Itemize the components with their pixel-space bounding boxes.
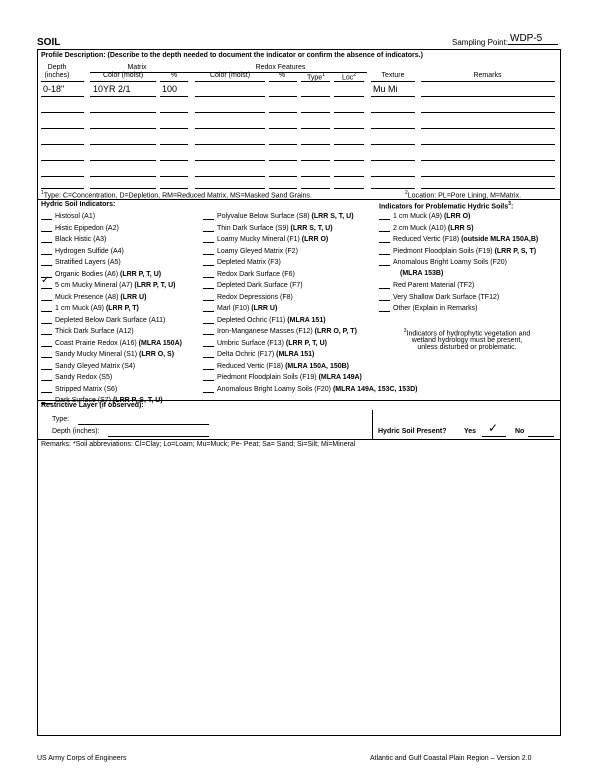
indicator-item: [379, 212, 470, 220]
indicator-item: [203, 212, 354, 220]
indicator-region: (MLRA 153B): [400, 269, 444, 277]
profile-cell-line: [371, 160, 415, 161]
profile-cell-line: [195, 160, 265, 161]
profile-cell-line: [334, 176, 364, 177]
indicator-label: Hydrogen Sulfide (A4): [55, 247, 124, 255]
indicator-checkbox[interactable]: [379, 247, 390, 255]
indicator-region: (LRR S, T, U): [311, 213, 354, 220]
hydrophytic-note: [382, 328, 552, 351]
profile-cell-line: [41, 144, 84, 145]
indicator-checkbox[interactable]: [203, 339, 214, 347]
indicator-item: [41, 247, 124, 255]
profile-cell-line: [371, 96, 415, 97]
indicator-checkbox[interactable]: [379, 235, 390, 243]
indicator-label: Stripped Matrix (S6): [55, 385, 118, 393]
footnote2-text: Location: PL=Pore Lining, M=Matrix.: [407, 192, 522, 200]
note-line3: unless disturbed or problematic.: [417, 344, 517, 352]
matrix-header: Matrix: [127, 64, 147, 71]
indicator-item: [379, 224, 474, 232]
indicator-label: Depleted Matrix (F3): [217, 259, 281, 266]
matrix-color-header: Color (moist): [102, 72, 144, 79]
profile-cell-line: [269, 144, 297, 145]
profile-cell-line: [334, 112, 364, 113]
profile-cell-line: [421, 160, 555, 161]
check-icon: ✓: [41, 275, 50, 286]
yes-label: Yes: [464, 428, 477, 435]
indicator-region: (MLRA 150A): [138, 339, 182, 347]
indicator-checkbox[interactable]: [41, 293, 52, 301]
profile-cell-line: [90, 112, 156, 113]
profile-cell-line: [160, 160, 188, 161]
indicator-checkbox[interactable]: [41, 258, 52, 266]
indicator-item: [41, 275, 176, 289]
profile-cell-line: [421, 112, 555, 113]
profile-heading-line: [41, 52, 423, 59]
footnote1-text: Type: C=Concentration, D=Depletion, RM=Reduced Matrix, MS=Masked Sand Grains.: [43, 192, 312, 200]
indicator-checkbox[interactable]: [41, 316, 52, 324]
profile-cell-line: [269, 176, 297, 177]
indicator-checkbox[interactable]: [41, 339, 52, 347]
indicator-checkbox[interactable]: [41, 362, 52, 370]
profile-cell-line: [301, 128, 330, 129]
indicator-item: [203, 258, 281, 266]
indicator-region: (LRR U): [120, 293, 147, 301]
row1-matrix-color[interactable]: 10YR 2/1: [93, 84, 131, 94]
profile-cell-line: [160, 188, 188, 189]
profile-cell-line: [371, 128, 415, 129]
profile-cell-line: [269, 128, 297, 129]
indicator-item: [41, 235, 106, 243]
indicator-label: Umbric Surface (F13): [217, 339, 286, 347]
profile-cell-line: [371, 112, 415, 113]
indicator-label: Dark Surface (S7): [55, 397, 113, 404]
indicator-checkbox[interactable]: [379, 224, 390, 232]
indicator-region: (LRR P, T): [105, 305, 139, 312]
matrix-pct-header: %: [170, 72, 178, 79]
note-line1-text: Indicators of hydrophytic vegetation and: [406, 330, 531, 338]
indicator-region: (LRR P, T, U): [285, 339, 327, 347]
indicator-region: (LRR O): [301, 236, 329, 243]
problematic-heading: Indicators for Problematic Hydric Soils$^3$:: [379, 201, 514, 211]
remarks-text: Remarks: *Soil abbreviations: Cl=Clay; Lo=Loam; Mu=Muck; Pe- Peat; Sa= Sand; Si=Silt; Mi=Mineral: [41, 441, 356, 448]
indicator-checkbox[interactable]: [379, 258, 390, 266]
indicator-region: (LRR P, T, U): [134, 282, 176, 289]
indicator-item: [41, 224, 119, 232]
redox-color-header: Color (moist): [209, 72, 251, 79]
profile-cell-line: [41, 176, 84, 177]
restrictive-depth-field[interactable]: [108, 436, 209, 437]
indicator-checkbox[interactable]: [203, 281, 214, 289]
indicator-region: (MLRA 151): [276, 351, 315, 358]
indicator-checkbox[interactable]: [41, 247, 52, 255]
problematic-sup: 3: [508, 201, 511, 207]
indicator-checkbox[interactable]: [203, 247, 214, 255]
type-header-text: Type: [307, 74, 323, 82]
profile-cell-line: [269, 160, 297, 161]
indicator-label: Thick Dark Surface (A12): [55, 328, 134, 335]
indicator-checkbox[interactable]: [203, 327, 214, 335]
depth-unit-header: (inches): [44, 72, 70, 79]
row1-texture[interactable]: Mu Mi: [373, 84, 398, 94]
indicator-label: 1 cm Muck (A9): [393, 213, 444, 220]
location-footnote: [405, 190, 521, 199]
indicator-checkbox[interactable]: [203, 224, 214, 232]
restrictive-heading: Restrictive Layer (if observed):: [41, 402, 144, 409]
indicator-label: Redox Dark Surface (F6): [217, 270, 295, 278]
indicator-checkbox[interactable]: [379, 293, 390, 301]
indicator-item: [41, 373, 112, 381]
profile-cell-line: [195, 176, 265, 177]
indicator-item: [203, 304, 277, 312]
indicator-label: Histic Epipedon (A2): [55, 224, 119, 232]
indicator-checkbox[interactable]: [41, 235, 52, 243]
profile-cell-line: [301, 112, 330, 113]
indicator-item: [203, 235, 328, 243]
indicator-item: [203, 270, 295, 278]
footnote2-sup: 2: [405, 190, 408, 196]
indicator-item: [203, 281, 303, 289]
loc-header: [334, 72, 364, 81]
indicator-checkbox[interactable]: [203, 258, 214, 266]
indicator-item: [203, 339, 327, 347]
indicator-label: Redox Depressions (F8): [217, 293, 293, 301]
indicator-checkbox[interactable]: [41, 212, 52, 220]
profile-cell-line: [421, 188, 555, 189]
restrictive-type-field[interactable]: [78, 424, 209, 425]
profile-cell-line: [334, 96, 364, 97]
indicator-item: [41, 316, 165, 324]
profile-cell-line: [195, 188, 265, 189]
indicator-checkbox[interactable]: [41, 275, 52, 289]
depth-header: Depth: [47, 64, 67, 71]
indicator-label: Depleted Ochric (F11): [217, 316, 288, 324]
indicator-label: Depleted Dark Surface (F7): [217, 282, 303, 289]
indicator-label: Coast Prairie Redox (A16): [55, 339, 139, 347]
profile-cell-line: [160, 144, 188, 145]
indicator-label: 5 cm Mucky Mineral (A7): [55, 282, 135, 289]
redox-header: Redox Features: [255, 64, 306, 71]
profile-cell-line: [90, 96, 156, 97]
indicator-label: Muck Presence (A8): [55, 293, 121, 301]
profile-cell-line: [301, 96, 330, 97]
profile-cell-line: [421, 96, 555, 97]
profile-cell-line: [334, 160, 364, 161]
profile-cell-line: [195, 112, 265, 113]
indicator-label: Other (Explain in Remarks): [393, 305, 478, 312]
indicator-checkbox[interactable]: [41, 373, 52, 381]
profile-cell-line: [160, 96, 188, 97]
indicator-checkbox[interactable]: [203, 293, 214, 301]
indicator-item: [41, 362, 135, 370]
indicator-item: [379, 247, 536, 255]
indicator-label: Delta Ochric (F17): [217, 351, 277, 358]
indicator-item: [41, 212, 95, 220]
hydric-indicators-heading: Hydric Soil Indicators:: [41, 201, 116, 208]
indicator-region: (MLRA 151): [287, 316, 326, 324]
profile-cell-line: [421, 144, 555, 145]
indicator-region: (LRR U): [251, 305, 278, 312]
footnote1-sup: 1: [41, 190, 44, 196]
indicator-label: Sandy Gleyed Matrix (S4): [55, 362, 136, 370]
indicator-checkbox[interactable]: [379, 304, 390, 312]
type-sup: 1: [322, 72, 325, 78]
indicator-label: Piedmont Floodplain Soils (F19): [393, 247, 495, 255]
profile-cell-line: [195, 96, 265, 97]
indicator-checkbox[interactable]: [203, 304, 214, 312]
indicator-label: Reduced Vertic (F18): [393, 236, 462, 243]
indicator-item: [41, 293, 146, 301]
profile-cell-line: [301, 144, 330, 145]
indicator-checkbox[interactable]: [203, 385, 214, 393]
profile-cell-line: [371, 144, 415, 145]
indicator-item: [203, 224, 333, 232]
indicator-checkbox[interactable]: [203, 350, 214, 358]
profile-cell-line: [269, 96, 297, 97]
indicator-label: Thin Dark Surface (S9): [217, 224, 291, 232]
indicator-item: [203, 247, 298, 255]
no-field[interactable]: [528, 436, 554, 437]
indicator-checkbox[interactable]: [379, 281, 390, 289]
yes-field[interactable]: [482, 436, 506, 437]
restrictive-depth-label: Depth (inches):: [52, 428, 100, 435]
indicator-item: [41, 327, 134, 335]
indicator-region: (MLRA 149A): [318, 374, 362, 381]
loc-sup: 2: [353, 72, 357, 78]
indicator-checkbox[interactable]: [41, 304, 52, 312]
indicator-label: Loamy Gleyed Matrix (F2): [217, 247, 298, 255]
profile-cell-line: [41, 128, 84, 129]
texture-header: Texture: [381, 72, 405, 79]
indicator-label: Depleted Below Dark Surface (A11): [55, 316, 166, 324]
indicator-checkbox[interactable]: [203, 270, 214, 278]
indicator-label: Reduced Vertic (F18): [217, 362, 286, 370]
indicator-label: 1 cm Muck (A9): [55, 305, 106, 312]
profile-cell-line: [334, 188, 364, 189]
indicator-region: (LRR O, P, T): [314, 328, 357, 335]
profile-cell-line: [90, 160, 156, 161]
indicator-item: [41, 270, 161, 278]
indicator-item: [379, 293, 499, 301]
indicator-checkbox[interactable]: [41, 350, 52, 358]
indicator-label: Marl (F10): [217, 305, 252, 312]
indicator-region: (MLRA 150A, 150B): [285, 362, 350, 370]
profile-cell-line: [90, 144, 156, 145]
remarks-header: Remarks: [473, 72, 502, 79]
indicator-item: [41, 304, 139, 312]
profile-cell-line: [90, 188, 156, 189]
indicator-item: [203, 327, 357, 335]
indicator-label: Sandy Mucky Mineral (S1): [55, 351, 140, 358]
footer-agency: US Army Corps of Engineers: [37, 755, 127, 762]
note-sup: 3: [403, 328, 407, 334]
restrictive-type-label: Type:: [52, 416, 70, 423]
yes-check-icon: ✓: [488, 421, 499, 435]
indicator-region: (LRR O): [443, 213, 471, 220]
indicator-item: [379, 258, 507, 266]
profile-heading: Profile Description:: [41, 52, 106, 59]
profile-cell-line: [41, 188, 84, 189]
indicator-item: [400, 270, 443, 277]
soil-form-frame: [37, 49, 561, 736]
indicator-region: (LRR P, S, T, U): [112, 397, 163, 404]
profile-cell-line: [160, 128, 188, 129]
profile-cell-line: [421, 128, 555, 129]
profile-cell-line: [90, 128, 156, 129]
indicator-checkbox[interactable]: [203, 373, 214, 381]
indicator-label: Red Parent Material (TF2): [393, 282, 475, 289]
profile-cell-line: [371, 176, 415, 177]
note-line2: wetland hydrology must be present,: [411, 337, 523, 345]
indicator-label: Loamy Mucky Mineral (F1): [217, 236, 302, 243]
indicator-item: [203, 350, 314, 358]
indicator-checkbox[interactable]: [41, 385, 52, 393]
indicator-label: Black Histic (A3): [55, 236, 107, 243]
profile-cell-line: [160, 176, 188, 177]
form-title: SOIL: [37, 37, 61, 48]
indicator-region: (outside MLRA 150A,B): [461, 236, 539, 243]
indicator-item: [203, 373, 362, 381]
type-header: [300, 72, 332, 81]
profile-cell-line: [301, 188, 330, 189]
indicator-item: [41, 339, 182, 347]
sampling-point-label: Sampling Point:: [452, 38, 509, 47]
footer-region: Atlantic and Gulf Coastal Plain Region – Version 2.0: [370, 755, 532, 762]
profile-cell-line: [90, 176, 156, 177]
indicator-region: (LRR P, T, U): [119, 270, 162, 278]
indicator-label: Histosol (A1): [55, 213, 96, 220]
indicator-item: [203, 316, 326, 324]
profile-cell-line: [195, 128, 265, 129]
profile-instruction: (Describe to the depth needed to document the indicator or confirm the absence of indicators.): [105, 52, 423, 59]
profile-cell-line: [269, 188, 297, 189]
indicator-item: [203, 362, 349, 370]
indicator-item: [203, 293, 293, 301]
indicator-region: (LRR S, T, U): [290, 224, 333, 232]
profile-cell-line: [269, 112, 297, 113]
profile-cell-line: [41, 96, 84, 97]
indicator-label: Anomalous Bright Loamy Soils (F20): [217, 385, 333, 393]
profile-cell-line: [301, 160, 330, 161]
indicator-label: Piedmont Floodplain Soils (F19): [217, 374, 319, 381]
indicator-label: Stratified Layers (A5): [55, 259, 121, 266]
profile-cell-line: [41, 160, 84, 161]
indicator-label: Sandy Redox (S5): [55, 374, 113, 381]
type-footnote: [41, 190, 312, 199]
no-label: No: [515, 428, 525, 435]
indicator-item: [379, 235, 538, 243]
hydric-present-label: Hydric Soil Present?: [378, 428, 447, 435]
indicator-region: (LRR P, S, T): [494, 247, 537, 255]
profile-cell-line: [41, 112, 84, 113]
loc-header-text: Loc: [341, 74, 354, 82]
indicator-checkbox[interactable]: [41, 327, 52, 335]
indicator-checkbox[interactable]: [41, 224, 52, 232]
indicator-item: [41, 350, 174, 358]
indicator-item: [379, 281, 474, 289]
note-line1: [382, 328, 552, 337]
indicator-region: (LRR O, S): [139, 351, 175, 358]
indicator-item: [41, 385, 117, 393]
indicator-label: 2 cm Muck (A10): [393, 224, 448, 232]
indicator-label: Anomalous Bright Loamy Soils (F20): [393, 259, 507, 266]
indicator-checkbox[interactable]: [203, 235, 214, 243]
row1-depth[interactable]: 0-18": [43, 84, 65, 94]
profile-cell-line: [334, 128, 364, 129]
profile-cell-line: [334, 144, 364, 145]
indicator-region: (MLRA 149A, 153C, 153D): [332, 385, 418, 393]
indicator-item: [379, 304, 477, 312]
indicator-checkbox[interactable]: [203, 212, 214, 220]
indicator-label: Iron-Manganese Masses (F12): [217, 328, 315, 335]
indicator-checkbox[interactable]: [379, 212, 390, 220]
indicator-region: (LRR S): [447, 224, 474, 232]
indicator-label: Very Shallow Dark Surface (TF12): [393, 293, 500, 301]
indicator-item: [41, 258, 121, 266]
profile-cell-line: [421, 176, 555, 177]
indicator-checkbox[interactable]: [203, 316, 214, 324]
profile-cell-line: [301, 176, 330, 177]
indicator-label: Organic Bodies (A6): [55, 270, 120, 278]
indicator-checkbox[interactable]: [203, 362, 214, 370]
problematic-heading-text: Indicators for Problematic Hydric Soils: [379, 203, 509, 211]
profile-cell-line: [195, 144, 265, 145]
profile-cell-line: [160, 112, 188, 113]
indicator-label: Polyvalue Below Surface (S8): [217, 213, 312, 220]
row1-matrix-pct[interactable]: 100: [162, 84, 178, 94]
profile-cell-line: [371, 188, 415, 189]
sampling-point-field[interactable]: WDP-5: [508, 33, 558, 45]
indicator-item: [203, 385, 417, 393]
redox-pct-header: %: [278, 72, 286, 79]
